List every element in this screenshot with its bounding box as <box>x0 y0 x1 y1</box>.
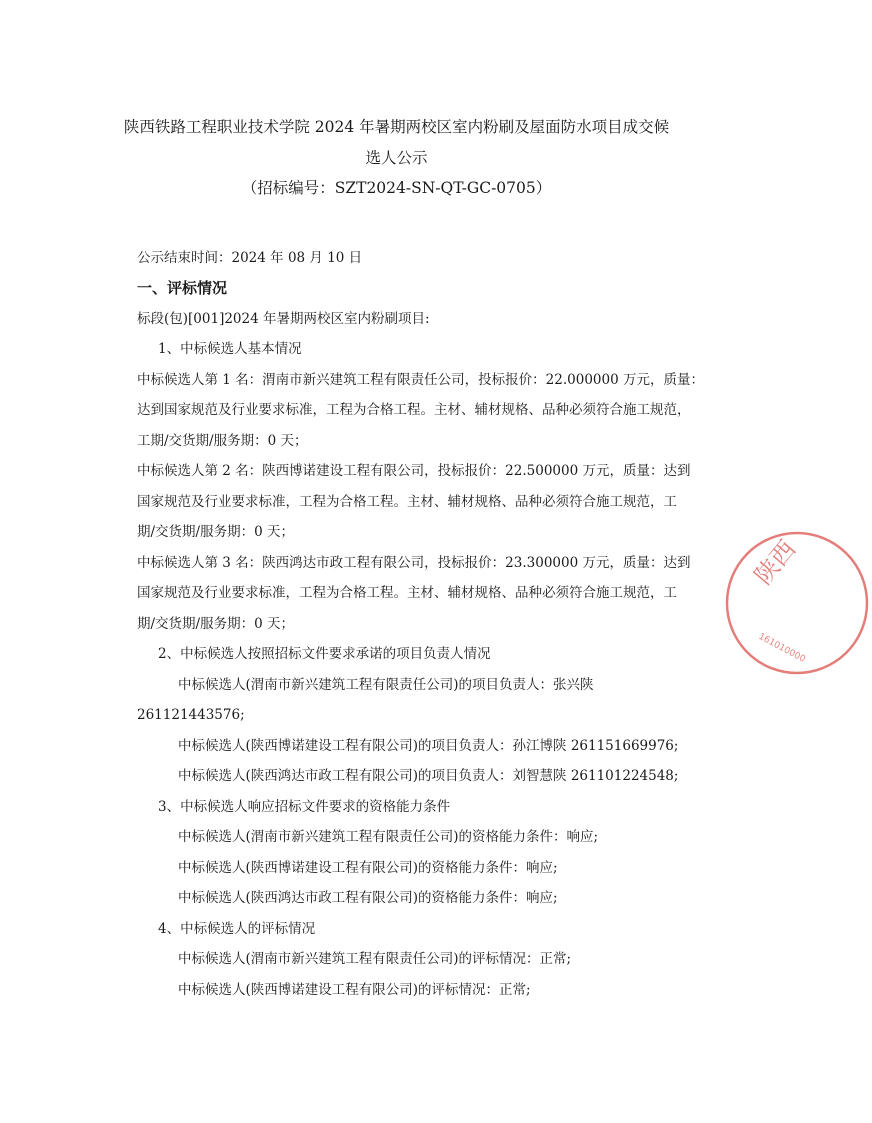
evaluation-2: 中标候选人(陕西博诺建设工程有限公司)的评标情况：正常; <box>178 982 531 998</box>
candidate-2-line-3: 期/交货期/服务期：0 天； <box>137 524 294 540</box>
subsection-1-heading: 1、中标候选人基本情况 <box>158 341 302 357</box>
title-line-2: 选人公示 <box>365 149 428 167</box>
qualification-1: 中标候选人(渭南市新兴建筑工程有限责任公司)的资格能力条件：响应; <box>178 829 599 845</box>
announcement-end-time: 公示结束时间：2024 年 08 月 10 日 <box>137 250 363 266</box>
red-seal-stamp <box>722 528 872 678</box>
candidate-1-line-1: 中标候选人第 1 名：渭南市新兴建筑工程有限责任公司，投标报价：22.000000 万元，质量： <box>137 372 704 388</box>
subsection-4-heading: 4、中标候选人的评标情况 <box>158 921 316 937</box>
project-manager-3: 中标候选人(陕西鸿达市政工程有限公司)的项目负责人：刘智慧陕 261101224548; <box>178 768 679 784</box>
seal-text: 陕西 <box>749 535 802 590</box>
project-manager-2: 中标候选人(陕西博诺建设工程有限公司)的项目负责人：孙江博陕 261151669976; <box>178 738 679 754</box>
subsection-3-heading: 3、中标候选人响应招标文件要求的资格能力条件 <box>158 799 451 815</box>
candidate-3-line-2: 国家规范及行业要求标准，工程为合格工程。主材、辅材规格、品种必须符合施工规范，工 <box>137 585 677 601</box>
lot-title: 标段(包)[001]2024 年暑期两校区室内粉刷项目: <box>137 311 430 327</box>
subsection-2-heading: 2、中标候选人按照招标文件要求承诺的项目负责人情况 <box>158 646 491 662</box>
seal-number: 161010000 <box>756 631 807 665</box>
section-heading-evaluation: 一、评标情况 <box>137 279 228 297</box>
qualification-2: 中标候选人(陕西博诺建设工程有限公司)的资格能力条件：响应; <box>178 860 558 876</box>
qualification-3: 中标候选人(陕西鸿达市政工程有限公司)的资格能力条件：响应; <box>178 890 558 906</box>
candidate-1-line-2: 达到国家规范及行业要求标准，工程为合格工程。主材、辅材规格、品种必须符合施工规范， <box>137 402 691 418</box>
project-manager-1-line-1: 中标候选人(渭南市新兴建筑工程有限责任公司)的项目负责人：张兴陕 <box>178 677 594 693</box>
title-line-1: 陕西铁路工程职业技术学院 2024 年暑期两校区室内粉刷及屋面防水项目成交候 <box>123 118 670 136</box>
candidate-2-line-1: 中标候选人第 2 名：陕西博诺建设工程有限公司，投标报价：22.500000 万元，质量：达到 <box>137 463 691 479</box>
candidate-1-line-3: 工期/交货期/服务期：0 天； <box>137 433 308 449</box>
candidate-3-line-1: 中标候选人第 3 名：陕西鸿达市政工程有限公司，投标报价：23.300000 万元，质量：达到 <box>137 555 691 571</box>
candidate-3-line-3: 期/交货期/服务期：0 天； <box>137 616 294 632</box>
tender-number: （招标编号：SZT2024-SN-QT-GC-0705） <box>241 179 552 197</box>
candidate-2-line-2: 国家规范及行业要求标准，工程为合格工程。主材、辅材规格、品种必须符合施工规范，工 <box>137 494 677 510</box>
project-manager-1-line-2: 261121443576; <box>137 707 245 723</box>
evaluation-1: 中标候选人(渭南市新兴建筑工程有限责任公司)的评标情况：正常; <box>178 951 572 967</box>
